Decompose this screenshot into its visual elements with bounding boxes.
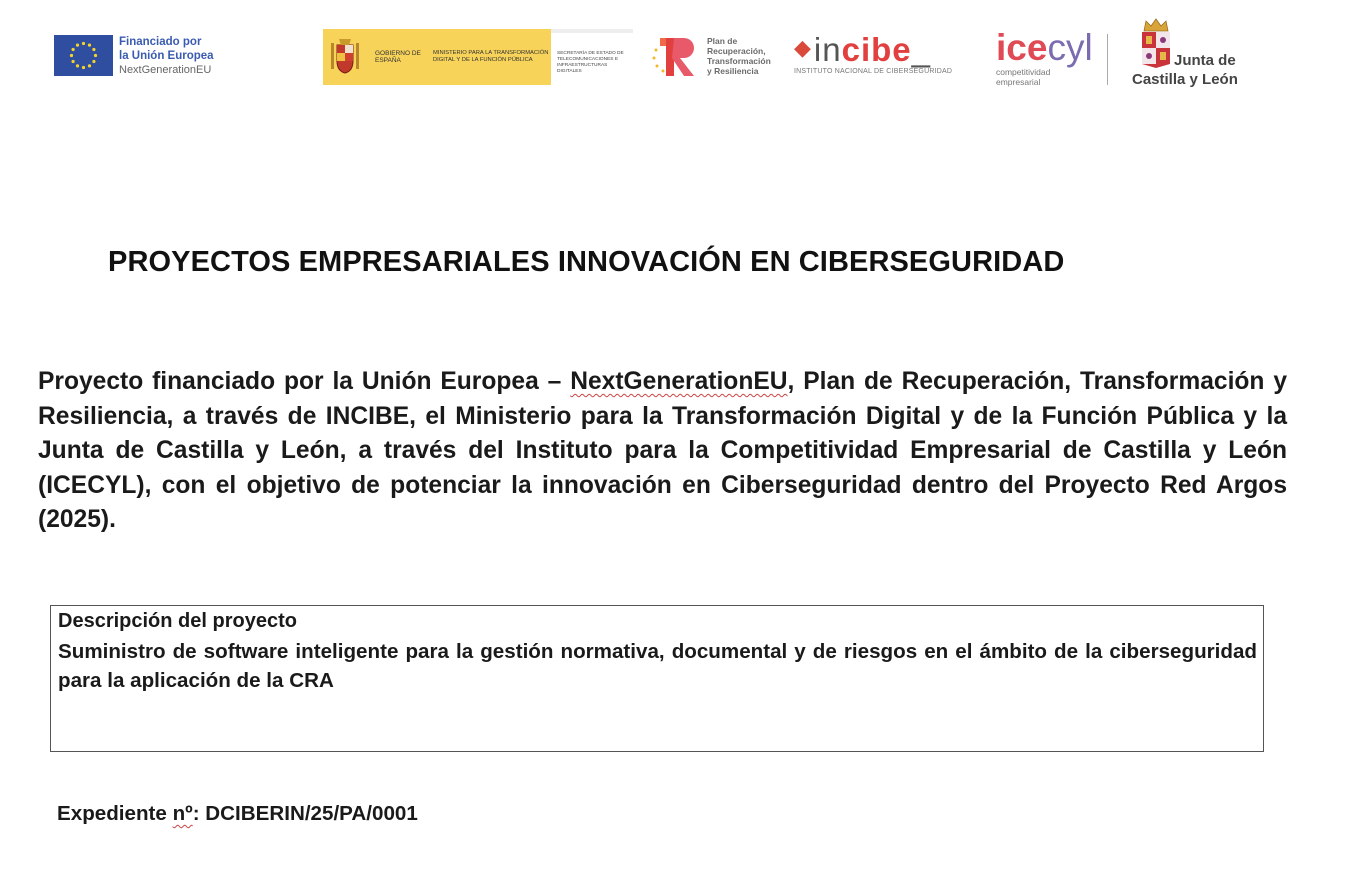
incibe-word-c: _ bbox=[911, 31, 932, 68]
ministerio-text: MINISTERIO PARA LA TRANSFORMACIÓN DIGITAL Y DE LA FUNCIÓN PÚBLICA bbox=[433, 50, 549, 63]
plan-recuperacion-logo bbox=[650, 34, 771, 78]
logo-header bbox=[0, 0, 1352, 100]
eu-flag-icon bbox=[54, 35, 113, 76]
incibe-diamond-icon: ◆ bbox=[794, 35, 812, 60]
eu-logo-line3: NextGenerationEU bbox=[119, 64, 212, 76]
paragraph-part-2: , Plan de Recuperación, Transformación y Resiliencia, a través de INCIBE, el Ministerio para la Transformación Digital y de la Función Pública y la Junta de Castilla y León, a través del Instituto para la Competitividad Empresarial de Castilla y León (ICECYL), con el objetivo de potenciar la innovación en Ciberseguridad dentro del Proyecto Red Argos (2025). bbox=[38, 368, 1288, 533]
incibe-word-a: in bbox=[813, 31, 842, 68]
junta-line1: Junta de bbox=[1174, 52, 1236, 69]
description-label: Descripción del proyecto bbox=[58, 610, 297, 632]
incibe-logo bbox=[794, 31, 952, 75]
expediente-label-b: nº bbox=[172, 802, 193, 825]
expediente-value: DCIBERIN/25/PA/0001 bbox=[205, 802, 418, 825]
logo-divider bbox=[1107, 34, 1108, 85]
description-text: Suministro de software inteligente para la gestión normativa, documental y de riesgos en el ámbito de la ciberseguridad para la aplicación de la CRA bbox=[58, 640, 1257, 692]
expediente-line bbox=[57, 802, 418, 826]
plan-line1: Plan de bbox=[707, 36, 738, 46]
plan-line2: Recuperación, bbox=[707, 46, 766, 56]
gobierno-text: GOBIERNO DE ESPAÑA bbox=[375, 49, 421, 64]
paragraph-part-1: Proyecto financiado por la Unión Europea – bbox=[38, 368, 571, 395]
incibe-subtitle: INSTITUTO NACIONAL DE CIBERSEGURIDAD bbox=[794, 68, 953, 75]
crown-icon bbox=[1142, 18, 1170, 32]
icecyl-sub1: competitividad bbox=[996, 67, 1051, 77]
castilla-leon-shield-icon bbox=[1142, 32, 1170, 68]
junta-castilla-leon-logo bbox=[1130, 18, 1250, 90]
project-description-box bbox=[50, 605, 1264, 752]
icecyl-logo bbox=[996, 28, 1093, 87]
expediente-label-a: Expediente bbox=[57, 802, 173, 825]
plan-r-icon bbox=[650, 34, 700, 78]
icecyl-word-b: e bbox=[1026, 27, 1048, 68]
plan-line3: Transformación bbox=[707, 56, 771, 66]
incibe-word-b: cibe bbox=[841, 31, 912, 68]
secretaria-text: SECRETARÍA DE ESTADO DE TELECOMUNICACIONES E INFRAESTRUCTURAS DIGITALES bbox=[551, 29, 633, 85]
eu-funding-logo bbox=[54, 35, 214, 77]
paragraph-nextgeneu: NextGenerationEU bbox=[570, 368, 788, 395]
spain-coat-of-arms-icon bbox=[323, 29, 367, 85]
plan-line4: y Resiliencia bbox=[707, 66, 759, 76]
junta-line2: Castilla y León bbox=[1132, 71, 1238, 88]
icecyl-word-a: ic bbox=[996, 27, 1027, 68]
document-title: PROYECTOS EMPRESARIALES INNOVACIÓN EN CIBERSEGURIDAD bbox=[108, 246, 1065, 278]
funding-paragraph bbox=[38, 365, 1287, 538]
icecyl-sub2: empresarial bbox=[996, 76, 1041, 87]
icecyl-word-c: cyl bbox=[1047, 27, 1093, 68]
expediente-label-c: : bbox=[192, 802, 206, 825]
eu-logo-line1: Financiado por bbox=[119, 36, 202, 48]
gobierno-espana-logo bbox=[323, 29, 633, 85]
eu-logo-line2: la Unión Europea bbox=[119, 50, 214, 62]
